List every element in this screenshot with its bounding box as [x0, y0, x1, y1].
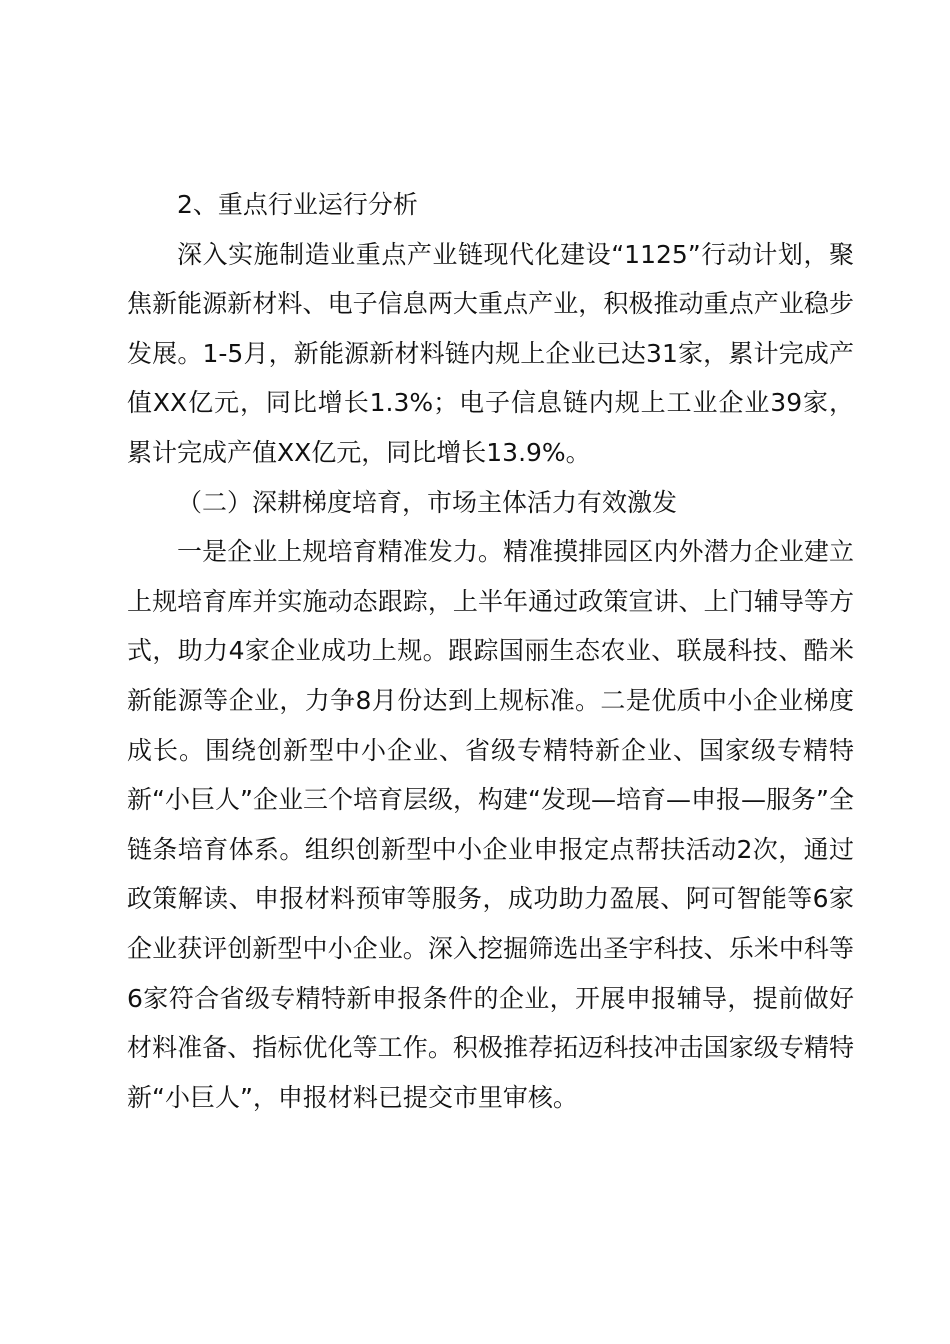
document-body — [127, 180, 854, 1122]
paragraph-enterprise-cultivation: 一是企业上规培育精准发力。精准摸排园区内外潜力企业建立上规培育库并实施动态跟踪，上半年通过政策宣讲、上门辅导等方式，助力4家企业成功上规。跟踪国丽生态农业、联晟科技、酷米新能源等企业，力争8月份达到上规标准。二是优质中小企业梯度成长。围绕创新型中小企业、省级专精特新企业、国家级专精特新“小巨人”企业三个培育层级，构建“发现—培育—申报—服务”全链条培育体系。组织创新型中小企业申报定点帮扶活动2次，通过政策解读、申报材料预审等服务，成功助力盈展、阿可智能等6家企业获评创新型中小企业。深入挖掘筛选出圣宇科技、乐米中科等6家符合省级专精特新申报条件的企业，开展申报辅导，提前做好材料准备、指标优化等工作。积极推荐拓迈科技冲击国家级专精特新“小巨人”，申报材料已提交市里审核。 — [127, 537, 854, 1112]
section-heading-industry-analysis: 2、重点行业运行分析 — [177, 190, 418, 219]
section-heading-gradient-cultivation: （二）深耕梯度培育，市场主体活力有效激发 — [177, 487, 678, 517]
paragraph-industry-chain: 深入实施制造业重点产业链现代化建设“1125”行动计划，聚焦新能源新材料、电子信息两大重点产业，积极推动重点产业稳步发展。1-5月，新能源新材料链内规上企业已达31家，累计完成产值XX亿元，同比增长1.3%；电子信息链内规上工业企业39家，累计完成产值XX亿元，同比增长13.9%。 — [127, 239, 854, 467]
